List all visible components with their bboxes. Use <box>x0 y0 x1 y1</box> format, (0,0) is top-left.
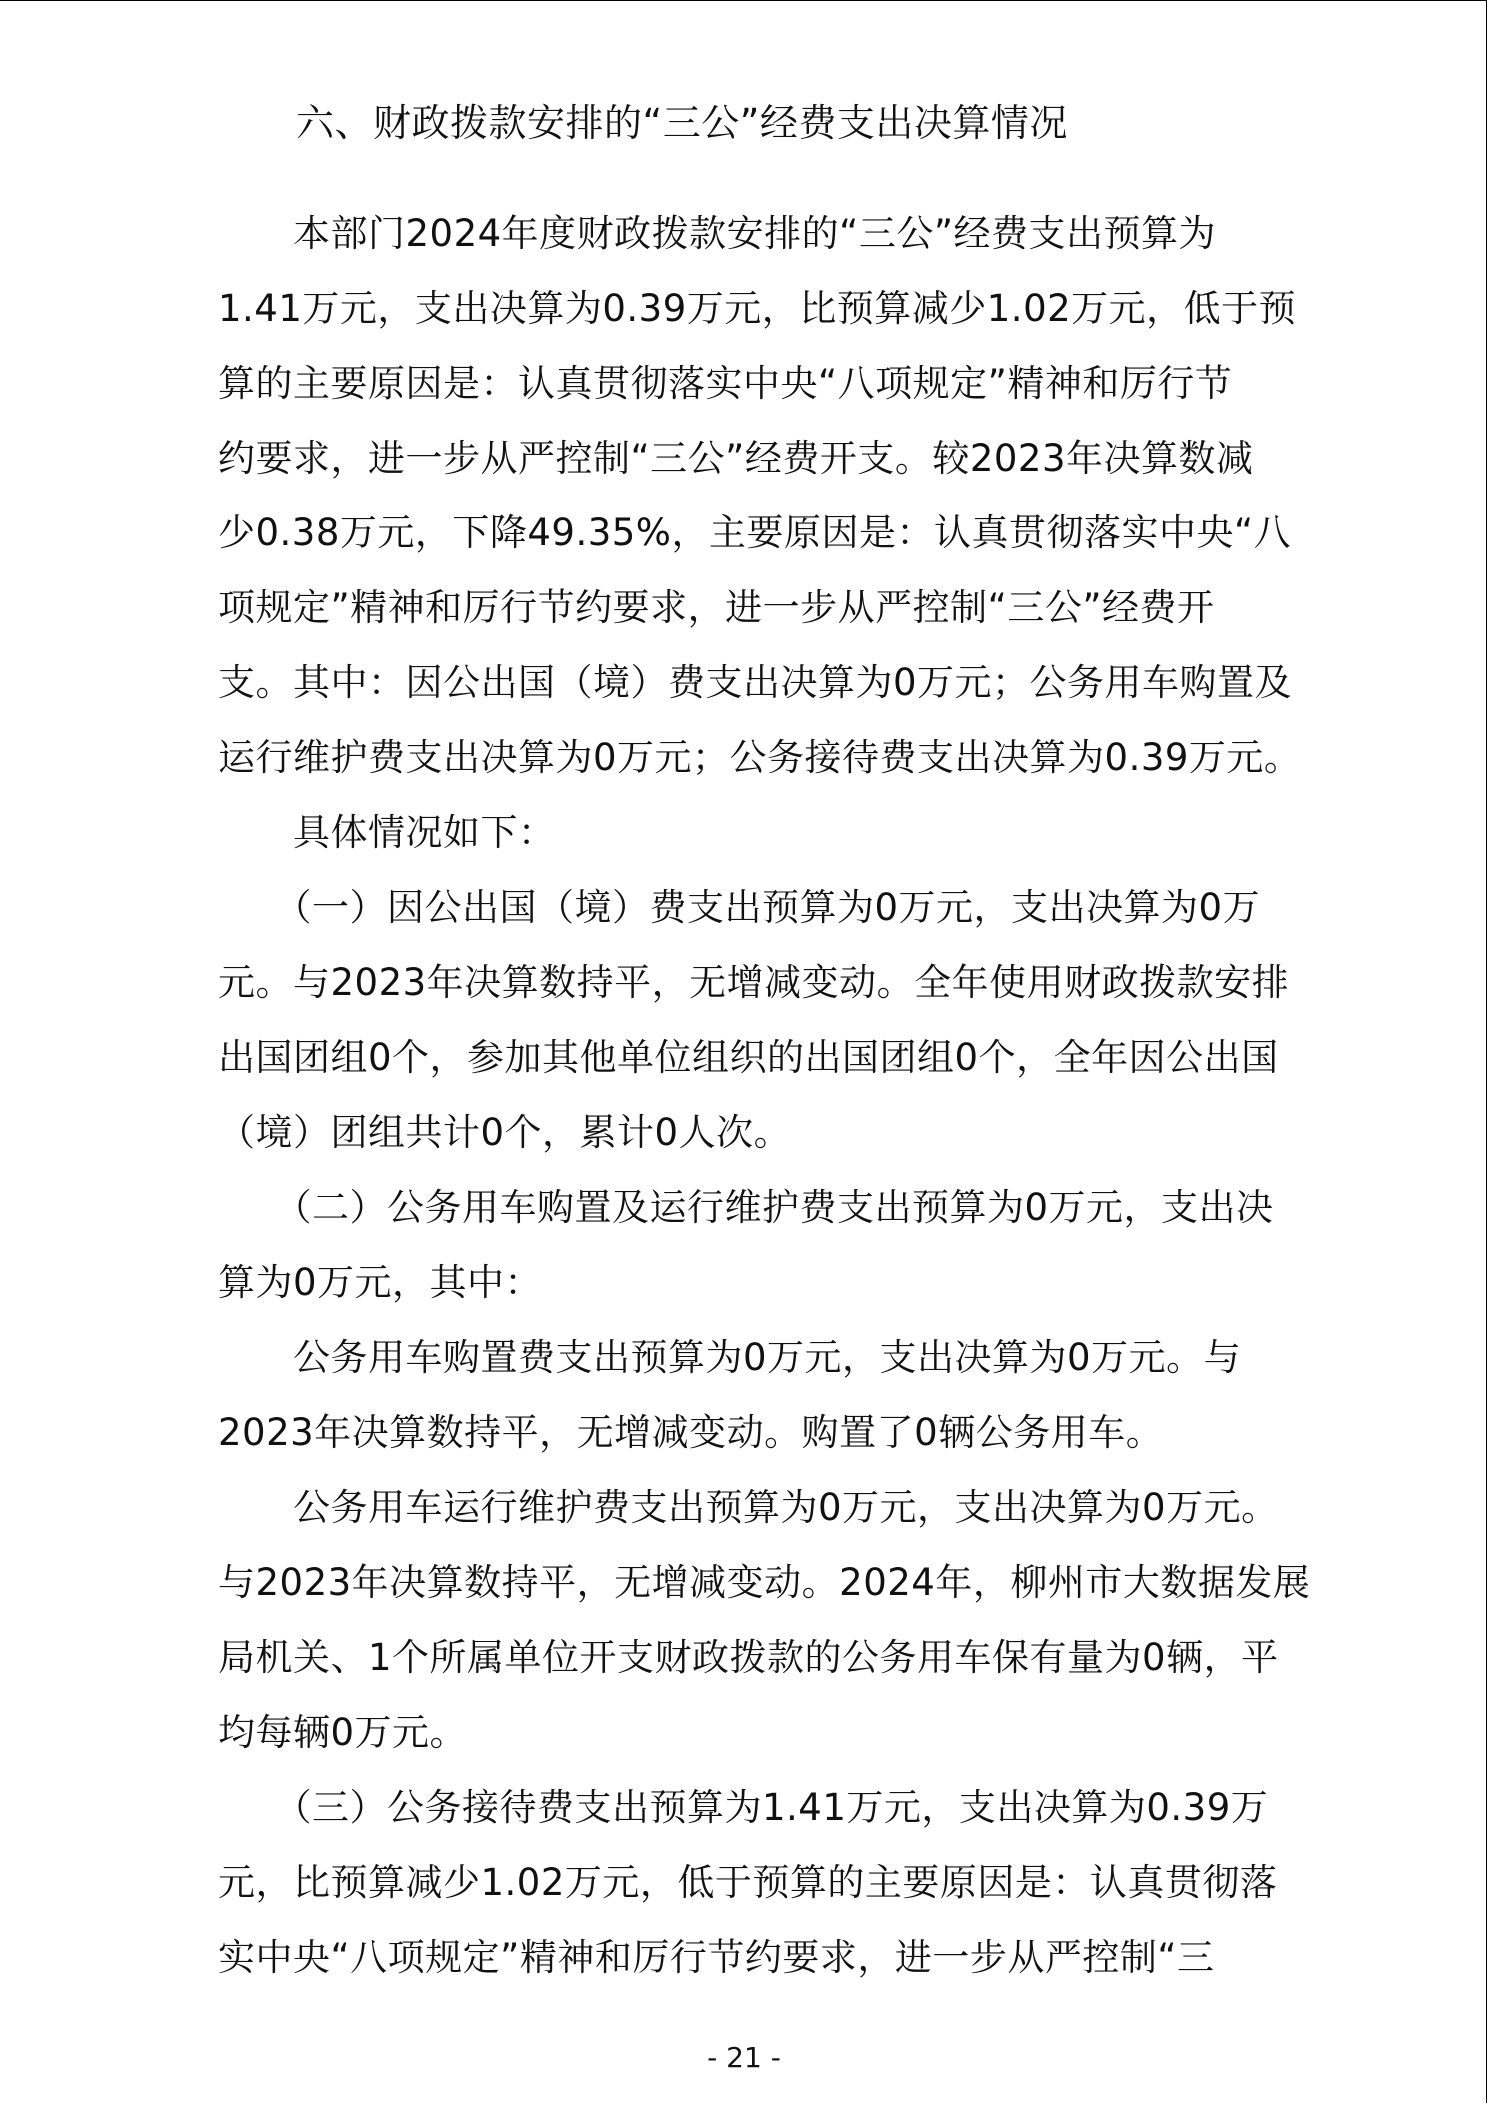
body-line: 1.41万元，支出决算为0.39万元，比预算减少1.02万元，低于预 <box>218 287 1297 330</box>
body-line: 2023年决算数持平，无增减变动。购置了0辆公务用车。 <box>218 1411 1164 1454</box>
body-line: （一）因公出国（境）费支出预算为0万元，支出决算为0万 <box>218 886 1261 929</box>
body-line: 支。其中：因公出国（境）费支出决算为0万元；公务用车购置及 <box>218 661 1293 704</box>
body-line: （境）团组共计0个，累计0人次。 <box>218 1111 792 1154</box>
body-line: （二）公务用车购置及运行维护费支出预算为0万元，支出决 <box>218 1186 1274 1229</box>
page-number: - 21 - <box>707 2041 781 2074</box>
body-line: 与2023年决算数持平，无增减变动。2024年，柳州市大数据发展 <box>218 1561 1311 1604</box>
body-line: 元。与2023年决算数持平，无增减变动。全年使用财政拨款安排 <box>218 961 1290 1004</box>
body-line: （三）公务接待费支出预算为1.41万元，支出决算为0.39万 <box>218 1786 1269 1829</box>
section-heading: 六、财政拨款安排的“三公”经费支出决算情况 <box>296 101 1068 145</box>
body-line: 元，比预算减少1.02万元，低于预算的主要原因是：认真贯彻落 <box>218 1861 1278 1904</box>
body-line: 项规定”精神和厉行节约要求，进一步从严控制“三公”经费开 <box>218 586 1215 629</box>
body-line: 公务用车购置费支出预算为0万元，支出决算为0万元。与 <box>218 1336 1242 1379</box>
body-line: 出国团组0个，参加其他单位组织的出国团组0个，全年因公出国 <box>218 1036 1279 1079</box>
body-line: 少0.38万元，下降49.35%，主要原因是：认真贯彻落实中央“八 <box>218 511 1292 554</box>
body-line: 约要求，进一步从严控制“三公”经费开支。较2023年决算数减 <box>218 437 1254 480</box>
body-line: 算为0万元，其中： <box>218 1261 543 1304</box>
body-line: 局机关、1个所属单位开支财政拨款的公务用车保有量为0辆，平 <box>218 1636 1279 1679</box>
body-line: 本部门2024年度财政拨款安排的“三公”经费支出预算为 <box>218 212 1216 255</box>
body-line: 公务用车运行维护费支出预算为0万元，支出决算为0万元。 <box>218 1486 1279 1529</box>
body-line: 均每辆0万元。 <box>218 1711 468 1754</box>
body-line: 具体情况如下： <box>218 811 556 854</box>
body-line: 算的主要原因是：认真贯彻落实中央“八项规定”精神和厉行节 <box>218 362 1233 405</box>
body-line: 运行维护费支出决算为0万元；公务接待费支出决算为0.39万元。 <box>218 736 1302 779</box>
body-line: 实中央“八项规定”精神和厉行节约要求，进一步从严控制“三 <box>218 1936 1215 1979</box>
